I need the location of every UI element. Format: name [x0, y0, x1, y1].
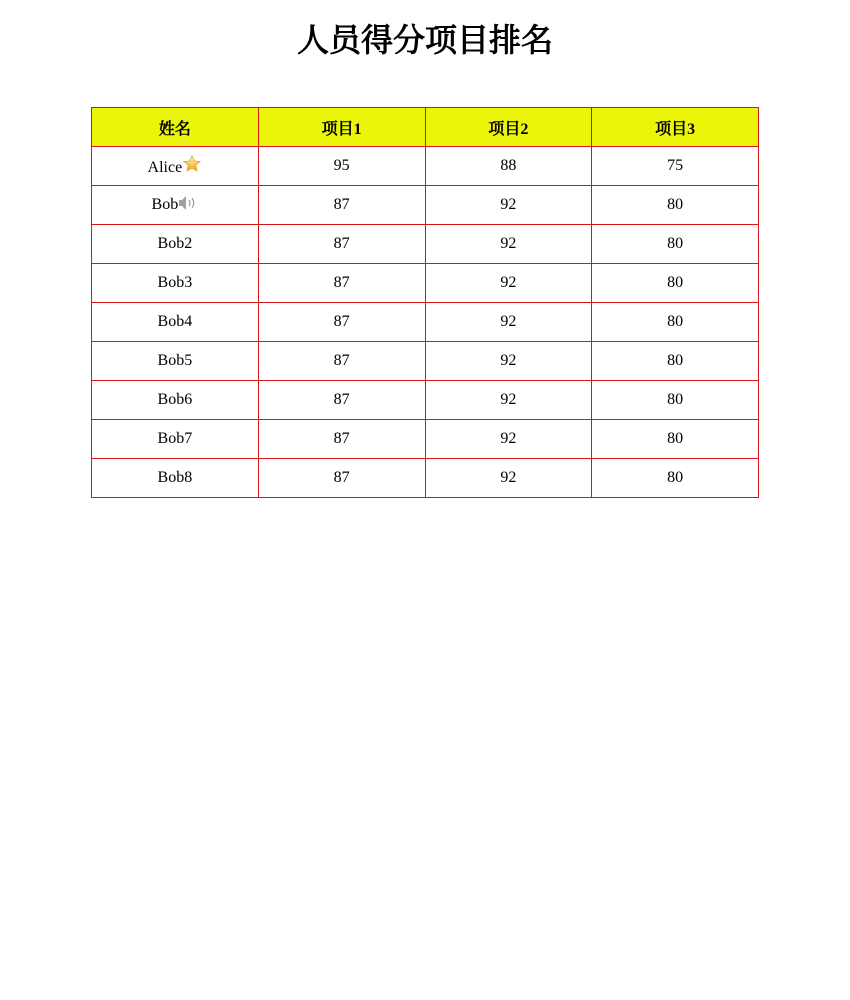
table-row [92, 264, 759, 303]
cell-name: Bob7 [92, 420, 259, 459]
table-row [92, 303, 759, 342]
cell-project1: 87 [258, 264, 425, 303]
table-header-row [92, 108, 759, 147]
table-row [92, 420, 759, 459]
table-row [92, 342, 759, 381]
cell-project3: 80 [592, 381, 759, 420]
speaker-icon [178, 195, 198, 216]
header-name: 姓名 [92, 108, 259, 147]
cell-project3: 80 [592, 186, 759, 225]
cell-project1: 87 [258, 303, 425, 342]
cell-project2: 92 [425, 381, 592, 420]
cell-name: Bob2 [92, 225, 259, 264]
name-text: Bob [151, 195, 179, 213]
header-project1: 项目1 [258, 108, 425, 147]
header-project3: 项目3 [592, 108, 759, 147]
page-title: 人员得分项目排名 [296, 21, 553, 59]
cell-project2: 92 [425, 459, 592, 498]
cell-project3: 80 [592, 342, 759, 381]
table-row [92, 186, 759, 225]
table-row [92, 225, 759, 264]
header-project2: 项目2 [425, 108, 592, 147]
table-row [92, 147, 759, 186]
cell-name: Bob8 [92, 459, 259, 498]
table-row [92, 459, 759, 498]
cell-project3: 80 [592, 420, 759, 459]
cell-project2: 88 [425, 147, 592, 186]
cell-name [92, 186, 259, 225]
cell-project3: 80 [592, 225, 759, 264]
cell-project2: 92 [425, 342, 592, 381]
cell-name: Bob4 [92, 303, 259, 342]
cell-project2: 92 [425, 186, 592, 225]
cell-project1: 87 [258, 342, 425, 381]
cell-name: Bob5 [92, 342, 259, 381]
cell-project3: 80 [592, 459, 759, 498]
cell-project3: 80 [592, 264, 759, 303]
cell-name: Bob6 [92, 381, 259, 420]
cell-project1: 87 [258, 459, 425, 498]
cell-project2: 92 [425, 225, 592, 264]
table-row [92, 381, 759, 420]
cell-project1: 87 [258, 186, 425, 225]
name-text: Alice [147, 158, 183, 176]
cell-project1: 87 [258, 420, 425, 459]
cell-name: Bob3 [92, 264, 259, 303]
star-icon [182, 154, 202, 179]
cell-project1: 87 [258, 225, 425, 264]
cell-project1: 95 [258, 147, 425, 186]
cell-project3: 80 [592, 303, 759, 342]
cell-name [92, 147, 259, 186]
cell-project3: 75 [592, 147, 759, 186]
cell-project1: 87 [258, 381, 425, 420]
cell-project2: 92 [425, 420, 592, 459]
score-table [91, 107, 759, 498]
cell-project2: 92 [425, 264, 592, 303]
cell-project2: 92 [425, 303, 592, 342]
